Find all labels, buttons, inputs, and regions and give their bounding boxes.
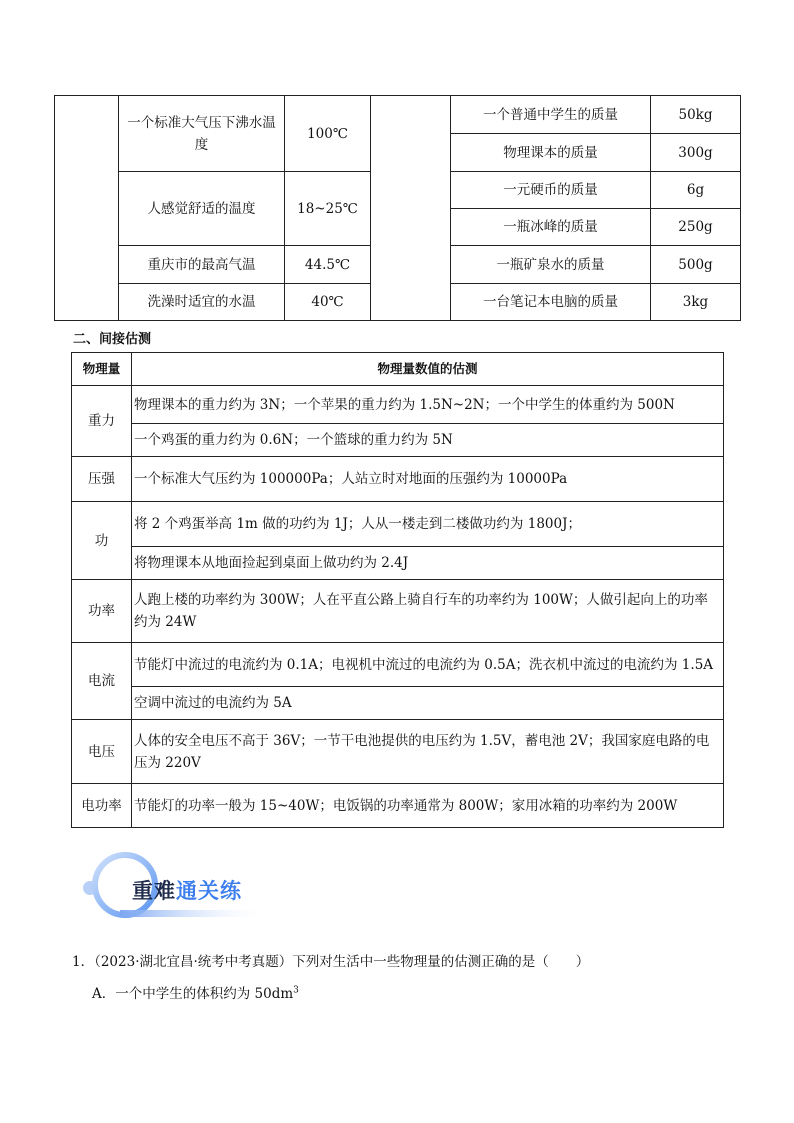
table-cell-value: 500g bbox=[651, 246, 741, 284]
header-quantity: 物理量 bbox=[72, 353, 132, 386]
estimate-cell: 一个鸡蛋的重力约为 0.6N；一个篮球的重力约为 5N bbox=[132, 424, 724, 457]
quantity-cell: 压强 bbox=[72, 457, 132, 502]
table-cell-value: 100℃ bbox=[285, 96, 371, 172]
table-cell-item: 洗澡时适宜的水温 bbox=[119, 284, 285, 321]
category-cell bbox=[371, 96, 451, 321]
estimate-cell: 一个标准大气压约为 100000Pa；人站立时对地面的压强约为 10000Pa bbox=[132, 457, 724, 502]
quantity-cell: 功 bbox=[72, 502, 132, 580]
quantity-cell: 电流 bbox=[72, 643, 132, 720]
question-1-option-a bbox=[92, 982, 299, 1002]
estimate-cell: 将 2 个鸡蛋举高 1m 做的功约为 1J；人从一楼走到二楼做功约为 1800J； bbox=[132, 502, 724, 547]
table-cell-value: 250g bbox=[651, 209, 741, 246]
table-cell-item: 一台笔记本电脑的质量 bbox=[451, 284, 651, 321]
quantity-cell: 电压 bbox=[72, 720, 132, 784]
table-cell-value: 3kg bbox=[651, 284, 741, 321]
question-1-stem: 1．（2023·湖北宜昌·统考中考真题）下列对生活中一些物理量的估测正确的是（ ） bbox=[72, 954, 590, 970]
table-cell-item: 物理课本的质量 bbox=[451, 134, 651, 172]
table-cell-item: 一瓶冰峰的质量 bbox=[451, 209, 651, 246]
quantity-cell: 电功率 bbox=[72, 784, 132, 828]
section-banner-title bbox=[132, 875, 242, 905]
estimate-cell: 人体的安全电压不高于 36V；一节干电池提供的电压约为 1.5V，蓄电池 2V；我国家庭电路的电压为 220V bbox=[132, 720, 724, 784]
option-a-superscript: 3 bbox=[293, 985, 299, 996]
category-cell bbox=[55, 96, 119, 321]
quantity-cell: 重力 bbox=[72, 386, 132, 457]
table-cell-item: 一个标准大气压下沸水温度 bbox=[119, 96, 285, 172]
estimate-cell: 节能灯的功率一般为 15~40W；电饭锅的功率通常为 800W；家用冰箱的功率约为 200W bbox=[132, 784, 724, 828]
table-cell-value: 300g bbox=[651, 134, 741, 172]
table-cell-item: 人感觉舒适的温度 bbox=[119, 172, 285, 246]
estimation-table-direct bbox=[54, 95, 741, 321]
estimate-cell: 物理课本的重力约为 3N；一个苹果的重力约为 1.5N~2N；一个中学生的体重约为 500N bbox=[132, 386, 724, 424]
estimate-cell: 人跑上楼的功率约为 300W；人在平直公路上骑自行车的功率约为 100W；人做引起向上的功率约为 24W bbox=[132, 580, 724, 643]
table-cell-item: 一元硬币的质量 bbox=[451, 172, 651, 209]
option-a-text: A．一个中学生的体积约为 50dm bbox=[92, 986, 294, 1002]
table-cell-value: 44.5℃ bbox=[285, 246, 371, 284]
banner-title-part1: 重难 bbox=[132, 879, 176, 903]
estimate-cell: 空调中流过的电流约为 5A bbox=[132, 687, 724, 720]
estimate-cell: 节能灯中流过的电流约为 0.1A；电视机中流过的电流约为 0.5A；洗衣机中流过的电流约为 1.5A bbox=[132, 643, 724, 687]
banner-title-part2: 通关练 bbox=[176, 879, 242, 903]
table-cell-value: 40℃ bbox=[285, 284, 371, 321]
table-cell-item: 一个普通中学生的质量 bbox=[451, 96, 651, 134]
table-cell-value: 50kg bbox=[651, 96, 741, 134]
estimation-table-indirect bbox=[71, 352, 724, 828]
table-cell-value: 18~25℃ bbox=[285, 172, 371, 246]
header-estimate: 物理量数值的估测 bbox=[132, 353, 724, 386]
estimate-cell: 将物理课本从地面捡起到桌面上做功约为 2.4J bbox=[132, 547, 724, 580]
table-cell-item: 重庆市的最高气温 bbox=[119, 246, 285, 284]
table-cell-item: 一瓶矿泉水的质量 bbox=[451, 246, 651, 284]
table-cell-value: 6g bbox=[651, 172, 741, 209]
quantity-cell: 功率 bbox=[72, 580, 132, 643]
section-title: 二、间接估测 bbox=[73, 332, 152, 347]
